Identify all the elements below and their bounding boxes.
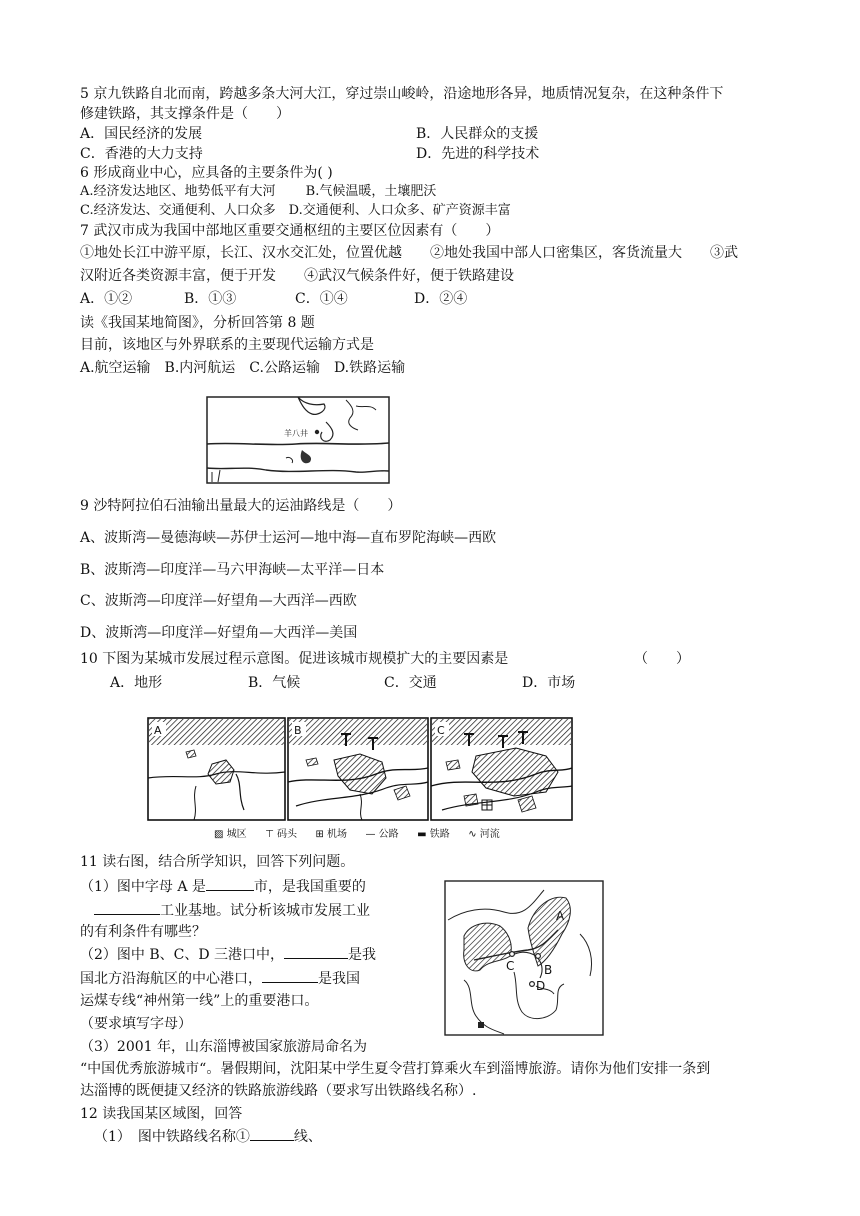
q8-intro: 读《我国某地简图》，分析回答第 8 题 — [80, 315, 315, 331]
q11-blank-city[interactable] — [206, 876, 254, 891]
q8-stem: 目前，该地区与外界联系的主要现代运输方式是 — [80, 337, 374, 353]
q11-part1-line2: 工业基地。试分析该城市发展工业 — [80, 900, 370, 921]
q11-part3-line3: 达淄博的既便捷又经济的铁路旅游线路（要求写出铁路线名称）. — [80, 1083, 477, 1099]
q10-option-c: C．交通 — [384, 675, 437, 691]
legend-road: — 公路 — [365, 829, 399, 840]
q5-stem-line1: 5 京九铁路自北而南，跨越多条大河大江，穿过崇山峻岭，沿途地形各异，地质情况复杂，在这种条件下 — [80, 86, 724, 102]
q6-options-line1: A.经济发达地区、地势低平有大河 B.气候温暖，土壤肥沃 — [80, 184, 437, 199]
q11-map-label-d: D — [536, 979, 546, 993]
q10-answer-paren: （ ） — [634, 651, 690, 667]
q5-option-c: C．香港的大力支持 — [80, 146, 203, 162]
q11-part2-line2: 国北方沿海航区的中心港口， 是我国 — [80, 968, 360, 989]
q8-map — [206, 396, 390, 484]
q8-map-label: 羊八井 — [284, 429, 308, 438]
q5-option-b: B．人民群众的支援 — [416, 126, 539, 142]
q5-option-d: D．先进的科学技术 — [416, 146, 540, 162]
q9-option-b: B、波斯湾—印度洋—马六甲海峡—太平洋—日本 — [80, 562, 385, 578]
q10-stem: 10 下图为某城市发展过程示意图。促进该城市规模扩大的主要因素是 — [80, 651, 509, 667]
q9-option-c: C、波斯湾—印度洋—好望角—大西洋—西欧 — [80, 593, 357, 609]
q11-blank-center-port[interactable] — [284, 944, 348, 959]
q11-part3-line1: （3）2001 年，山东淄博被国家旅游局命名为 — [80, 1039, 367, 1055]
q6-stem: 6 形成商业中心，应具备的主要条件为( ) — [80, 165, 333, 181]
legend-city-area: ▨ 城区 — [214, 829, 247, 840]
q12-blank-railway-1[interactable] — [250, 1126, 294, 1141]
q11-part1-line3: 的有利条件有哪些？ — [80, 924, 206, 940]
legend-railway: ▬ 铁路 — [417, 829, 450, 840]
q9-option-a: A、波斯湾—曼德海峡—苏伊士运河—地中海—直布罗陀海峡—西欧 — [80, 530, 497, 546]
q7-factors-line2: 汉附近各类资源丰富，便于开发 ④武汉气候条件好，便于铁路建设 — [80, 268, 514, 284]
q7-option-a: A．①② — [80, 291, 133, 307]
q9-option-d: D、波斯湾—印度洋—好望角—大西洋—美国 — [80, 625, 358, 641]
q10-city-development-diagram — [146, 716, 574, 824]
panel-c-label: C — [437, 724, 445, 737]
panel-b — [288, 718, 428, 820]
panel-a — [148, 718, 285, 820]
q7-factors-line1: ①地处长江中游平原，长江、汉水交汇处，位置优越 ②地处我国中部人口密集区，客货流量大 ③武 — [80, 245, 738, 261]
q5-option-a: A．国民经济的发展 — [80, 126, 203, 142]
q10-option-a: A．地形 — [110, 675, 163, 691]
q8-options: A.航空运输 B.内河航运 C.公路运输 D.铁路运输 — [80, 360, 406, 376]
q7-stem: 7 武汉市成为我国中部地区重要交通枢纽的主要区位因素有（ ） — [80, 223, 500, 239]
panel-a-label: A — [154, 724, 162, 737]
q11-part1-line1: （1）图中字母 A 是 市，是我国重要的 — [80, 876, 366, 897]
q11-part2-line1: （2）图中 B、C、D 三港口中， 是我 — [80, 944, 376, 965]
q11-blank-coal-port[interactable] — [262, 968, 318, 983]
legend-airport: ⊞ 机场 — [315, 829, 347, 840]
q5-stem-line2: 修建铁路，其支撑条件是（ ） — [80, 106, 290, 122]
q11-map — [444, 880, 604, 1036]
legend-port: ⊤ 码头 — [265, 829, 297, 840]
q9-stem: 9 沙特阿拉伯石油输出量最大的运油路线是（ ） — [80, 498, 402, 514]
q11-map-label-c: C — [506, 959, 515, 973]
q11-part2-line4: （要求填写字母） — [80, 1016, 192, 1032]
q10-option-d: D．市场 — [522, 675, 576, 691]
q11-blank-industry[interactable] — [94, 900, 160, 915]
legend-river: ∿ 河流 — [468, 829, 500, 840]
q11-part2-line3: 运煤专线“神州第一线”上的重要港口。 — [80, 993, 319, 1009]
q11-part3-line2: “中国优秀旅游城市“。暑假期间，沈阳某中学生夏令营打算乘火车到淄博旅游。请你为他们安排一条到 — [80, 1061, 711, 1077]
q10-option-b: B．气候 — [248, 675, 301, 691]
q6-options-line2: C.经济发达、交通便利、人口众多 D.交通便利、人口众多、矿产资源丰富 — [80, 203, 511, 218]
q11-map-label-b: B — [544, 963, 553, 977]
panel-b-label: B — [294, 724, 302, 737]
q7-option-b: B．①③ — [184, 291, 237, 307]
q12-part1: （1） 图中铁路线名称① 线、 — [94, 1126, 322, 1147]
q10-legend — [214, 826, 514, 840]
q7-option-c: C．①④ — [295, 291, 348, 307]
panel-c — [431, 718, 572, 820]
q12-stem: 12 读我国某区域图，回答 — [80, 1106, 243, 1122]
q7-option-d: D．②④ — [414, 291, 468, 307]
q11-stem: 11 读右图，结合所学知识，回答下列问题。 — [80, 854, 355, 870]
q11-map-label-a: A — [556, 909, 565, 923]
